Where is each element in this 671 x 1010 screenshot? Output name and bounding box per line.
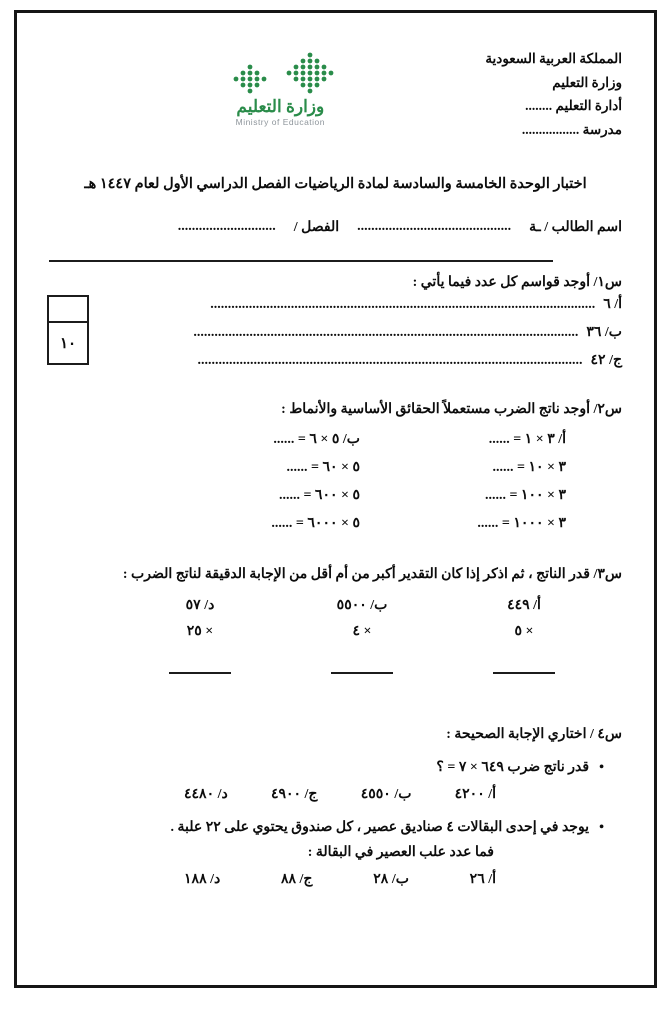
spacer xyxy=(511,219,529,236)
bullet-icon: • xyxy=(599,759,604,775)
question-3 xyxy=(49,566,622,674)
grade-score: ١٠ xyxy=(59,335,77,352)
q4-option: أ/ ٢٦ xyxy=(469,872,496,888)
country-name: المملكة العربية السعودية xyxy=(485,51,622,66)
exam-paper-page xyxy=(14,10,657,988)
answer-underline xyxy=(169,672,231,674)
q4-option: د/ ١٨٨ xyxy=(184,872,221,888)
q4-option: ج/ ٤٩٠٠ xyxy=(270,786,318,802)
question-2 xyxy=(49,401,622,538)
answer-dots-line: .............................................................................................................. xyxy=(197,352,583,368)
page-header xyxy=(49,47,622,142)
q2-equation: ٥ × ٦٠ = ...... xyxy=(286,459,360,475)
grade-box xyxy=(47,295,89,365)
student-name-label: اسم الطالب / ـة xyxy=(529,219,622,235)
q3-problem-a xyxy=(476,593,572,674)
multiplier: × ٥ xyxy=(514,624,534,640)
logo-wordmark: وزارة التعليم xyxy=(236,97,325,116)
q3-prompt: س٣/ قدر الناتج ، ثم اذكر إذا كان التقدير أكبر من أم أقل من الإجابة الدقيقة لناتج الضرب : xyxy=(122,566,622,582)
q2-row-3 xyxy=(206,482,566,510)
q2-equation: ب/ ٥ × ٦ = ...... xyxy=(273,431,360,447)
spacer xyxy=(276,219,294,236)
q2-row-2 xyxy=(206,454,566,482)
q2-equation: ٣ × ١٠٠ = ...... xyxy=(484,487,566,503)
question-1 xyxy=(49,274,622,375)
q1-item-a xyxy=(129,291,622,319)
student-info-row xyxy=(49,219,622,236)
q1-prompt: س١/ أوجد قواسم كل عدد فيما يأتي : xyxy=(412,274,622,290)
answer-dots-line: .............................................................................................................. xyxy=(193,324,579,340)
q4-option: ب/ ٤٥٥٠ xyxy=(360,786,412,802)
multiplicand: د/ ٥٧ xyxy=(185,597,215,613)
q1-item-b-label: ب/ ٣٦ xyxy=(586,324,622,340)
class-answer-line: ............................ xyxy=(177,218,276,234)
class-label: الفصل / xyxy=(293,219,340,235)
multiplier: × ٤ xyxy=(352,624,372,640)
school-line: مدرسة ................. xyxy=(521,121,622,137)
ministry-name: وزارة التعليم xyxy=(552,74,622,90)
q2-row-1 xyxy=(206,426,566,454)
q4-bullet-2 xyxy=(49,815,622,840)
q4-option: أ/ ٤٢٠٠ xyxy=(454,786,496,802)
grade-box-empty-cell xyxy=(49,297,87,323)
education-administration-line: أدارة التعليم ........ xyxy=(525,98,622,114)
q4-bullet-2-options xyxy=(184,871,496,888)
q1-item-a-label: أ/ ٦ xyxy=(603,296,622,312)
multiplicand: ب/ ٥٥٠٠ xyxy=(336,597,388,613)
logo-dots-icon xyxy=(205,49,355,97)
student-name-answer-line: ............................................ xyxy=(357,218,512,234)
q2-equation: ٣ × ١٠ = ...... xyxy=(492,459,566,475)
multiplier: × ٢٥ xyxy=(186,624,214,640)
question-4 xyxy=(49,726,622,889)
ministry-logo xyxy=(185,49,375,127)
bullet-icon: • xyxy=(599,819,604,835)
q2-equation: ٥ × ٦٠٠٠ = ...... xyxy=(271,515,360,531)
divider-line xyxy=(49,260,553,262)
q4-bullet-2-text: يوجد في إحدى البقالات ٤ صناديق عصير ، كل صندوق يحتوي على ٢٢ علبة . xyxy=(170,819,590,835)
q2-equation: ٣ × ١٠٠٠ = ...... xyxy=(477,515,566,531)
answer-dots-line: .............................................................................................................. xyxy=(210,296,596,312)
q1-item-c-label: ج/ ٤٢ xyxy=(590,352,622,368)
answer-underline xyxy=(493,672,555,674)
answer-underline xyxy=(331,672,393,674)
q4-bullet-1-options xyxy=(184,786,496,803)
multiplicand: أ/ ٤٤٩ xyxy=(507,597,541,613)
exam-title: اختبار الوحدة الخامسة والسادسة لمادة الرياضيات الفصل الدراسي الأول لعام ١٤٤٧ هـ xyxy=(84,175,587,192)
q4-option: ب/ ٢٨ xyxy=(373,872,409,888)
q1-item-b xyxy=(129,319,622,347)
q1-item-c xyxy=(129,347,622,375)
q2-prompt: س٢/ أوجد ناتج الضرب مستعملاً الحقائق الأساسية والأنماط : xyxy=(281,401,622,417)
q3-problem-b xyxy=(314,593,410,674)
q2-row-4 xyxy=(206,510,566,538)
q2-equation: أ/ ٣ × ١ = ...... xyxy=(488,431,566,447)
q4-prompt: س٤ / اختاري الإجابة الصحيحة : xyxy=(446,726,622,742)
q4-bullet-1-text: قدر ناتج ضرب ٦٤٩ × ٧ = ؟ xyxy=(436,759,590,775)
ministry-header-block xyxy=(485,47,622,142)
q3-problems-row xyxy=(152,593,572,674)
q3-problem-d xyxy=(152,593,248,674)
q2-equation: ٥ × ٦٠٠ = ...... xyxy=(278,487,360,503)
logo-subtitle: Ministry of Education xyxy=(235,116,326,127)
q4-option: ج/ ٨٨ xyxy=(281,872,313,888)
q4-option: د/ ٤٤٨٠ xyxy=(184,786,228,802)
q4-bullet-2-text-line2: فما عدد علب العصير في البقالة : xyxy=(307,845,494,861)
q2-equations-grid xyxy=(206,426,566,538)
spacer xyxy=(339,219,357,236)
q4-bullet-1 xyxy=(49,755,622,780)
